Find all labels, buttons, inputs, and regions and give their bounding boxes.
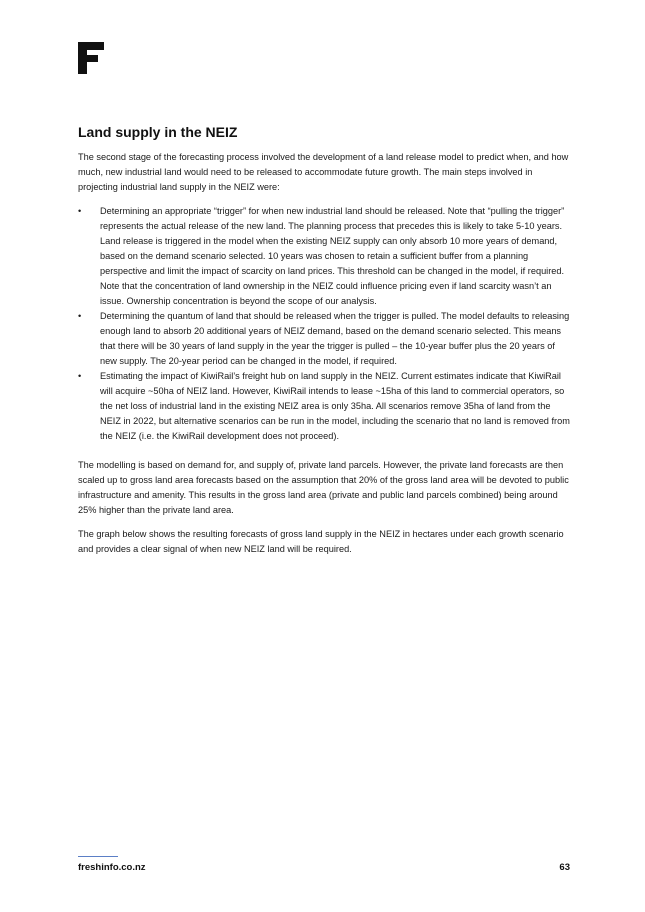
list-item bbox=[78, 369, 570, 444]
list-item bbox=[78, 204, 570, 309]
footer-divider bbox=[78, 856, 118, 857]
bullet-icon: • bbox=[78, 206, 82, 216]
graph-intro-paragraph: The graph below shows the resulting forecasts of gross land supply in the NEIZ in hectares under each growth scenario and provides a clear signal of when new NEIZ land will be required. bbox=[78, 529, 564, 554]
page-number: 63 bbox=[559, 862, 570, 873]
fresh-logo-icon bbox=[78, 42, 104, 74]
footer-website-link[interactable]: freshinfo.co.nz bbox=[78, 862, 146, 873]
modelling-paragraph: The modelling is based on demand for, and supply of, private land parcels. However, the private land forecasts are then scaled up to gross land area forecasts based on the assumption that 20% of the gross land area will be devoted to public infrastructure and amenity. This results in the gross land area (private and public land parcels combined) being around 25% higher than the private land area. bbox=[78, 460, 569, 515]
bullet-icon: • bbox=[78, 371, 82, 381]
list-item-text: Determining an appropriate “trigger” for when new industrial land should be released. Note that “pulling the trigger” represents the actual release of the new land. The planning process that precedes this is likely to take 5-10 years. Land release is triggered in the model when the existing NEIZ supply can only absorb 10 more years of demand, based on the demand scenario selected. 10 years was chosen to retain a sufficient buffer from a planning perspective and limit the impact of scarcity on land prices. This threshold can be changed in the model, if required. Note that the concentration of land ownership in the NEIZ could influence pricing even if land scarcity wasn’t an issue. Ownership concentration is beyond the scope of our analysis. bbox=[100, 206, 565, 306]
steps-list bbox=[78, 204, 570, 444]
list-item bbox=[78, 309, 570, 369]
list-item-text: Estimating the impact of KiwiRail’s freight hub on land supply in the NEIZ. Current estimates indicate that KiwiRail will acquire ~50ha of NEIZ land. However, KiwiRail intends to lease ~15ha of this land to commercial operators, so the net loss of industrial land in the existing NEIZ area is only 35ha. All scenarios remove 35ha of land from the NEIZ in 2022, but alternative scenarios can be run in the model, including the scenario that no land is removed from the NEIZ (i.e. the KiwiRail development does not proceed). bbox=[100, 371, 570, 441]
list-item-text: Determining the quantum of land that should be released when the trigger is pulled. The model defaults to releasing enough land to absorb 20 additional years of NEIZ demand, based on the demand scenario selected. This means that there will be 30 years of land supply in the year the trigger is pulled – the 10-year buffer plus the 20 years of new supply. The 20-year period can be changed in the model, if required. bbox=[100, 311, 570, 366]
intro-paragraph: The second stage of the forecasting process involved the development of a land release model to predict when, and how much, new industrial land would need to be released to accommodate future growth. The main steps involved in projecting industrial land supply in the NEIZ were: bbox=[78, 152, 569, 192]
main-content bbox=[78, 124, 570, 566]
bullet-icon: • bbox=[78, 311, 82, 321]
section-heading: Land supply in the NEIZ bbox=[78, 124, 238, 140]
